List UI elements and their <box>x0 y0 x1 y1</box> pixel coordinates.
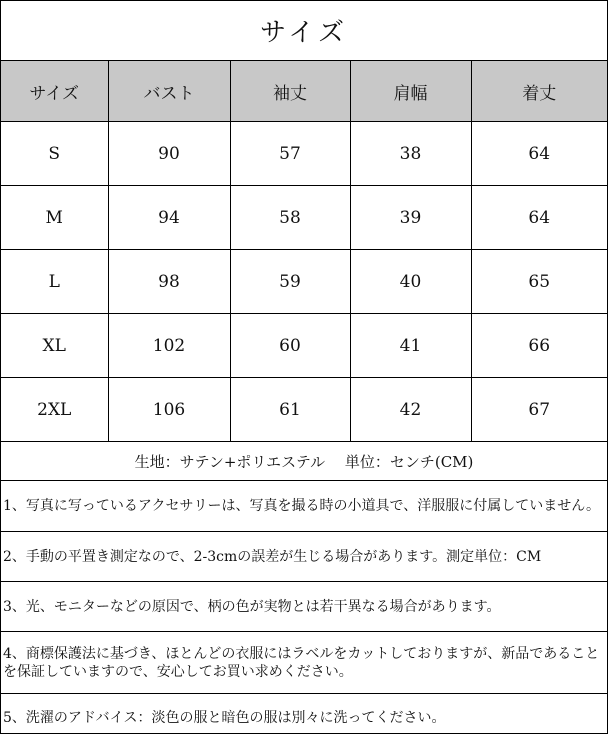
cell-bust: 106 <box>108 378 230 442</box>
cell-bust: 98 <box>108 250 230 314</box>
note-text: 5、洗濯のアドバイス：淡色の服と暗色の服は別々に洗ってください。 <box>3 709 446 726</box>
cell-size: XL <box>1 314 108 378</box>
cell-length: 65 <box>471 250 607 314</box>
header-size: サイズ <box>1 61 108 122</box>
cell-sleeve: 60 <box>230 314 350 378</box>
header-bust: バスト <box>108 61 230 122</box>
note-text: 1、写真に写っているアクセサリーは、写真を撮る時の小道具で、洋服服に付属していません。 <box>3 498 601 514</box>
note-accessories <box>1 481 607 532</box>
cell-sleeve: 58 <box>230 186 350 250</box>
table-row <box>1 186 607 250</box>
header-sleeve: 袖丈 <box>230 61 350 122</box>
table-row <box>1 122 607 186</box>
table-row <box>1 250 607 314</box>
cell-shoulder: 40 <box>350 250 471 314</box>
note-text: 2、手動の平置き測定なので、2-3cmの誤差が生じる場合があります。測定単位：CM <box>3 548 542 565</box>
cell-size: M <box>1 186 108 250</box>
note-label <box>1 632 607 694</box>
header-length: 着丈 <box>471 61 607 122</box>
material-unit-line: 生地：サテン+ポリエステル 単位：センチ(CM) <box>1 442 607 481</box>
chart-title: サイズ <box>1 1 607 61</box>
cell-shoulder: 39 <box>350 186 471 250</box>
table-header-row <box>1 61 607 122</box>
table-row <box>1 314 607 378</box>
header-shoulder: 肩幅 <box>350 61 471 122</box>
cell-sleeve: 59 <box>230 250 350 314</box>
note-text: 3、光、モニターなどの原因で、柄の色が実物とは若干異なる場合があります。 <box>3 598 501 615</box>
note-text: 4、商標保護法に基づき、ほとんどの衣服にはラベルをカットしておりますが、新品であることを保証していますので、安心してお買い求めください。 <box>3 645 600 680</box>
cell-shoulder: 41 <box>350 314 471 378</box>
cell-length: 67 <box>471 378 607 442</box>
cell-length: 66 <box>471 314 607 378</box>
table-row <box>1 378 607 442</box>
cell-shoulder: 42 <box>350 378 471 442</box>
cell-length: 64 <box>471 122 607 186</box>
note-color <box>1 582 607 632</box>
cell-sleeve: 61 <box>230 378 350 442</box>
cell-shoulder: 38 <box>350 122 471 186</box>
cell-length: 64 <box>471 186 607 250</box>
cell-bust: 90 <box>108 122 230 186</box>
cell-size: S <box>1 122 108 186</box>
cell-sleeve: 57 <box>230 122 350 186</box>
note-measurement <box>1 532 607 582</box>
cell-bust: 102 <box>108 314 230 378</box>
cell-size: L <box>1 250 108 314</box>
cell-bust: 94 <box>108 186 230 250</box>
cell-size: 2XL <box>1 378 108 442</box>
size-table <box>1 61 607 442</box>
